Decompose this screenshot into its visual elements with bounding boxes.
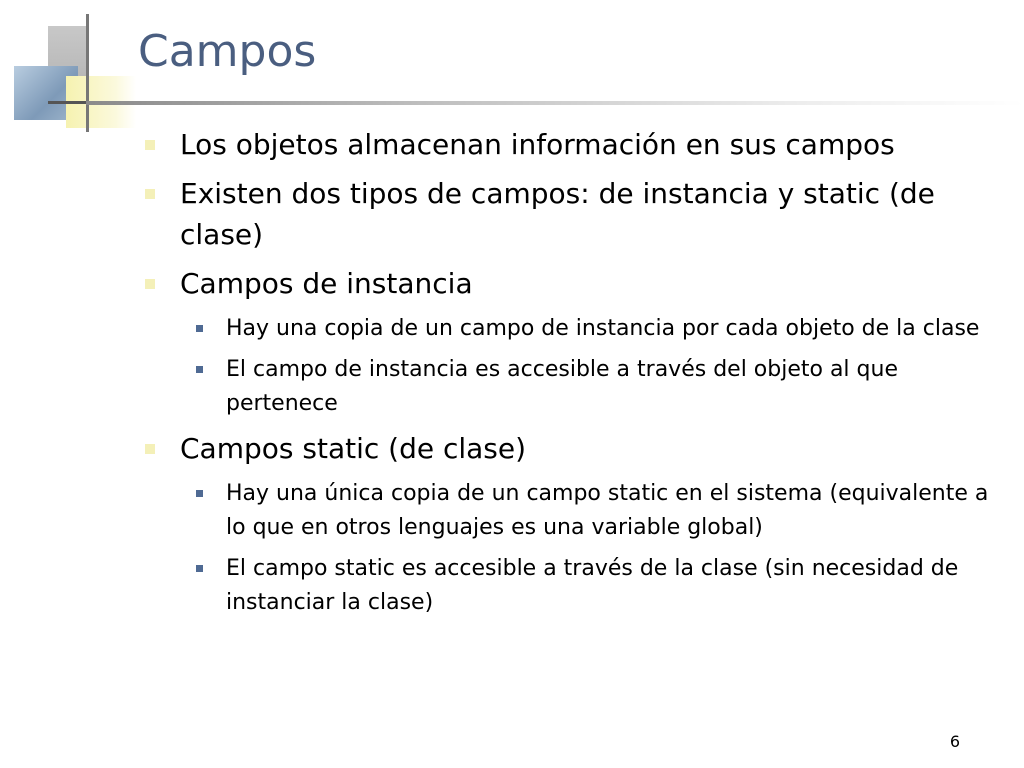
square-bullet-icon	[145, 189, 155, 199]
small-square-bullet-icon	[196, 565, 203, 572]
sub-bullet-group	[145, 312, 1005, 421]
square-bullet-icon	[145, 444, 155, 454]
bullet-text: Los objetos almacenan información en sus campos	[180, 128, 895, 161]
bullet-item	[145, 124, 1005, 165]
slide-logo-decoration	[0, 0, 150, 140]
sub-bullet-text: Hay una copia de un campo de instancia por cada objeto de la clase	[226, 316, 980, 341]
bullet-item	[145, 428, 1005, 469]
square-bullet-icon	[145, 279, 155, 289]
bullet-text: Existen dos tipos de campos: de instancia y static (de clase)	[180, 177, 935, 251]
bullet-item	[145, 173, 1005, 255]
sub-bullet-text: El campo de instancia es accesible a través del objeto al que pertenece	[226, 357, 898, 416]
sub-bullet-text: Hay una única copia de un campo static en el sistema (equivalente a lo que en otros lenguajes es una variable global)	[226, 481, 989, 540]
small-square-bullet-icon	[196, 366, 203, 373]
bullet-text: Campos de instancia	[180, 267, 473, 300]
slide-title: Campos	[138, 26, 317, 77]
sub-bullet-text: El campo static es accesible a través de la clase (sin necesidad de instanciar la clase)	[226, 556, 959, 615]
page-number: 6	[949, 732, 961, 751]
sub-bullet-list	[145, 477, 1005, 620]
sub-bullet-item	[180, 477, 1005, 545]
sub-bullet-group	[145, 477, 1005, 620]
small-square-bullet-icon	[196, 490, 203, 497]
bullet-text: Campos static (de clase)	[180, 432, 527, 465]
bullet-list	[145, 124, 1005, 620]
sub-bullet-item	[180, 353, 1005, 421]
sub-bullet-item	[180, 312, 1005, 346]
sub-bullet-list	[145, 312, 1005, 421]
square-bullet-icon	[145, 140, 155, 150]
sub-bullet-item	[180, 552, 1005, 620]
slide-content	[145, 124, 1005, 627]
logo-vertical-line	[86, 14, 89, 132]
bullet-item	[145, 263, 1005, 304]
title-underline	[86, 101, 1024, 105]
small-square-bullet-icon	[196, 325, 203, 332]
